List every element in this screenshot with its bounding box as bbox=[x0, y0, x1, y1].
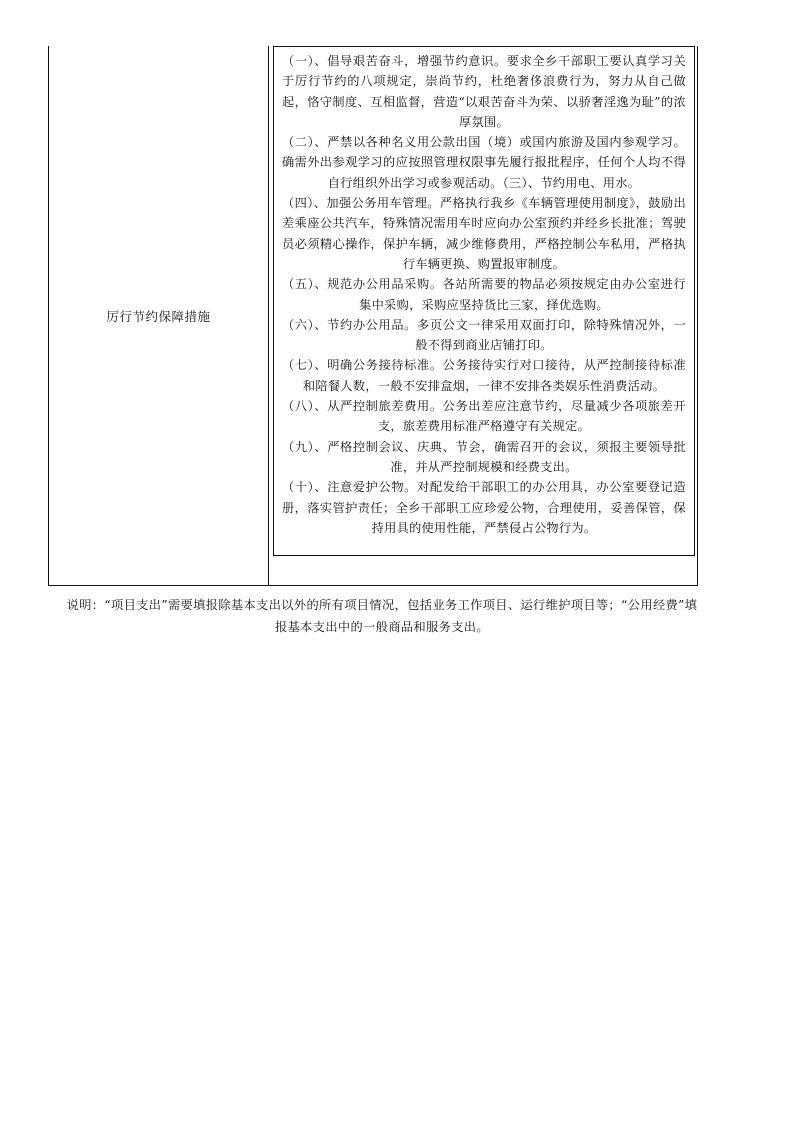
measure-item: （一）、倡导艰苦奋斗，增强节约意识。要求全乡干部职工要认真学习关于厉行节约的八项规定，崇尚节约，杜绝奢侈浪费行为，努力从自己做起，恪守制度、互相监督，营造“以艰苦奋斗为荣、以骄奢淫逸为耻”的浓厚氛围。 bbox=[282, 54, 686, 129]
measure-item: （四）、加强公务用车管理。严格执行我乡《车辆管理使用制度》，鼓励出差乘座公共汽车，特殊情况需用车时应向办公室预约并经乡长批准；驾驶员必须精心操作，保护车辆，减少维修费用，严格控制公车私用，严格执行车辆更换、购置报审制度。 bbox=[282, 196, 686, 271]
measure-item: （五）、规范办公用品采购。各站所需要的物品必须按规定由办公室进行集中采购，采购应坚持货比三家，择优选购。 bbox=[282, 277, 686, 312]
measure-item: （十）、注意爱护公物。对配发给干部职工的办公用具，办公室要登记造册，落实管护责任；全乡干部职工应珍爱公物，合理使用，妥善保管，保持用具的使用性能，严禁侵占公物行为。 bbox=[282, 480, 686, 535]
row-label: 厉行节约保障措施 bbox=[49, 46, 269, 585]
measures-cell bbox=[273, 46, 695, 556]
measure-item: （八）、从严控制旅差费用。公务出差应注意节约，尽量减少各项旅差开支，旅差费用标准严格遵守有关规定。 bbox=[282, 399, 686, 434]
footnote: 说明：“项目支出”需要填报除基本支出以外的所有项目情况，包括业务工作项目、运行维护项目等；“公用经费”填报基本支出中的一般商品和服务支出。 bbox=[66, 598, 698, 634]
measures-table bbox=[48, 46, 698, 586]
measure-item: （六）、节约办公用品。多页公文一律采用双面打印，除特殊情况外，一般不得到商业店铺打印。 bbox=[282, 317, 686, 353]
measure-item: （七）、明确公务接待标准。公务接待实行对口接待，从严控制接待标准和陪餐人数，一般不安排盒烟，一律不安排各类娱乐性消费活动。 bbox=[282, 358, 686, 393]
measure-item: （九）、严格控制会议、庆典、节会，确需召开的会议，须报主要领导批准，并从严控制规模和经费支出。 bbox=[282, 439, 686, 474]
measure-item: （二）、严禁以各种名义用公款出国（境）或国内旅游及国内参观学习。确需外出参观学习的应按照管理权限事先履行报批程序，任何个人均不得自行组织外出学习或参观活动。（三）、节约用电、用水。 bbox=[282, 135, 686, 190]
